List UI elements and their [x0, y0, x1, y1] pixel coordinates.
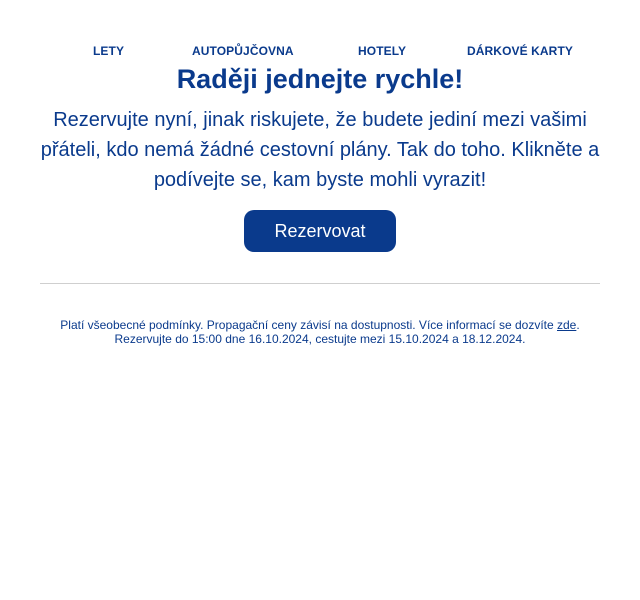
- terms-suffix: .: [576, 318, 580, 332]
- book-now-button[interactable]: Rezervovat: [244, 210, 396, 252]
- nav-link-hotels[interactable]: HOTELY: [358, 44, 407, 58]
- terms-line: [20, 318, 620, 332]
- top-nav: [0, 44, 640, 60]
- footer-disclaimer: [20, 318, 620, 346]
- terms-link[interactable]: zde: [557, 318, 577, 332]
- booking-window-text: Rezervujte do 15:00 dne 16.10.2024, cestujte mezi 15.10.2024 a 18.12.2024.: [114, 332, 526, 346]
- hero-body-text: Rezervujte nyní, jinak riskujete, že budete jediní mezi vašimi přáteli, kdo nemá žádné cestovní plány. Tak do toho. Klikněte a podívejte se, kam byste mohli vyrazit!: [40, 109, 600, 191]
- nav-link-flights[interactable]: LETY: [93, 44, 125, 58]
- nav-link-gift-cards[interactable]: DÁRKOVÉ KARTY: [467, 44, 573, 58]
- nav-link-car-rental[interactable]: AUTOPŮJČOVNA: [192, 44, 294, 58]
- hero-headline: Raději jednejte rychle!: [176, 64, 464, 94]
- terms-text: Platí všeobecné podmínky. Propagační ceny závisí na dostupnosti. Více informací se dozvíte: [60, 318, 557, 332]
- divider: [40, 283, 600, 284]
